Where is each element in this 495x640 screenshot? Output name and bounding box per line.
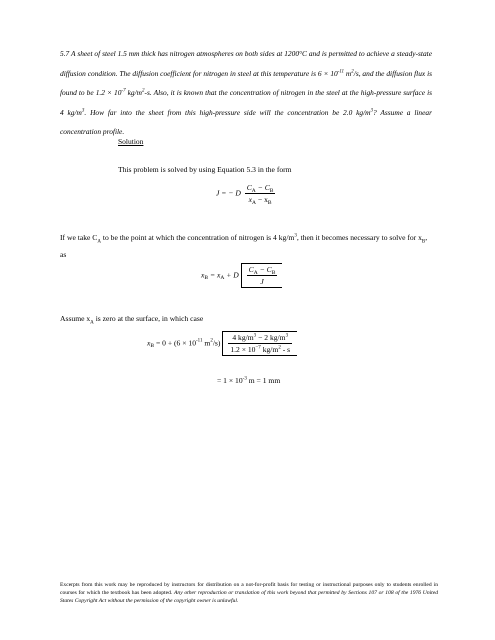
problem-text: ? Assume a linear concentration profile.	[60, 107, 432, 136]
subscript: A	[251, 188, 256, 194]
var: C	[246, 183, 252, 192]
exponent: -11	[337, 69, 345, 75]
exponent: 2	[210, 338, 213, 344]
problem-text: kg/m	[125, 88, 142, 97]
fraction	[245, 183, 276, 204]
exponent: −7	[255, 345, 261, 351]
exponent: -11	[196, 338, 203, 344]
fraction-denominator	[245, 194, 276, 204]
text: = 0 + (6 × 10	[154, 338, 197, 348]
var: x	[147, 338, 151, 348]
subscript: B	[204, 275, 209, 282]
fraction-numerator	[228, 333, 292, 344]
text: , then it becomes necessary to solve for x	[296, 233, 422, 242]
exponent: 2	[351, 69, 354, 75]
var: − C	[255, 183, 270, 192]
solution-heading: Solution	[118, 137, 144, 146]
text: , as	[60, 233, 428, 259]
exponent: 2	[278, 345, 281, 351]
exponent: -7	[121, 88, 126, 94]
exponent: 3	[253, 333, 257, 339]
text: kg/m	[260, 345, 279, 354]
equation-substituted	[147, 331, 297, 356]
text: to be the point at which the concentration of nitrogen is 4 kg/m	[100, 233, 295, 242]
var: x	[201, 270, 205, 280]
copyright-footer	[60, 581, 438, 606]
fraction-numerator	[245, 183, 276, 194]
text: /s)	[212, 338, 221, 348]
footer-text-italic: Any other reproduction or translation of this work beyond that permitted by Sections 107 or 108 of the 1976 United States Copyright Act without the permission of the copyright owner is unlawful.	[60, 590, 438, 605]
fraction-denominator	[228, 344, 292, 354]
footer-text: Excerpts from this work may be reproduced by instructors for distribution on a not-for-profit basis for testing or instructional purposes only to students enrolled in courses for which the textbook has been adopted.	[60, 582, 438, 597]
text: 4 kg/m	[232, 333, 254, 342]
text: - s	[280, 345, 291, 354]
text: m = 1 mm	[246, 376, 281, 385]
equation-solve-xb	[201, 263, 282, 288]
problem-text: 5.7 A sheet of steel 1.5 mm thick has nitrogen atmospheres on both sides at 1200°C and is permitted to achieve a steady-state diffusion condition. The diffusion coefficient for nitrogen in steel at this temperature is 6 × 10	[60, 49, 432, 78]
equation-lhs: J = − D	[216, 188, 241, 198]
problem-text: /s, and the diffusion flux is found to be 1.2 × 10	[60, 68, 433, 97]
exponent: 3	[370, 108, 373, 114]
var: C	[248, 265, 254, 274]
fraction-denominator: J	[260, 277, 264, 286]
fraction	[228, 333, 292, 354]
var: = x	[208, 270, 221, 280]
problem-text: m	[344, 68, 352, 78]
var: − x	[255, 195, 268, 204]
var: x	[248, 195, 252, 204]
subscript: A	[253, 270, 258, 276]
bracket-group	[241, 263, 283, 288]
problem-statement	[60, 44, 432, 142]
subscript: B	[421, 239, 426, 245]
exponent: 3	[285, 333, 289, 339]
subscript: B	[267, 200, 272, 206]
subscript: A	[97, 239, 101, 245]
subscript: B	[150, 343, 155, 350]
var: + D	[224, 270, 239, 280]
var: − C	[257, 265, 272, 274]
text: = 1 × 10	[217, 376, 243, 385]
paragraph-assume-xa	[60, 310, 203, 327]
bracket-group	[222, 331, 297, 356]
text: m	[202, 338, 211, 348]
subscript: B	[269, 188, 274, 194]
subscript: A	[220, 275, 225, 282]
text: If we take C	[60, 233, 98, 242]
text: Assume x	[60, 314, 91, 323]
problem-text: -s. Also, it is known that the concentration of nitrogen in the steel at the high-pressure surface is 4 kg/m	[60, 88, 433, 117]
text: 1.2 × 10	[230, 345, 256, 354]
problem-text: . How far into the sheet from this high-pressure side will the concentration be 2.0 kg/m	[84, 107, 371, 117]
subscript: A	[90, 320, 94, 326]
exponent: 3	[81, 108, 85, 114]
equation-flux	[216, 183, 277, 204]
paragraph-intro: This problem is solved by using Equation 5.3 in the form	[118, 165, 292, 174]
equation-result	[217, 376, 280, 385]
exponent: 3	[294, 233, 297, 239]
subscript: A	[252, 200, 256, 206]
exponent: -3	[242, 376, 247, 382]
exponent: 2	[142, 88, 145, 94]
paragraph-take-ca	[60, 229, 435, 263]
text: is zero at the surface, in which case	[93, 314, 204, 323]
fraction	[247, 265, 278, 286]
fraction-numerator	[247, 265, 278, 276]
subscript: B	[271, 270, 276, 276]
text: − 2 kg/m	[256, 333, 286, 342]
